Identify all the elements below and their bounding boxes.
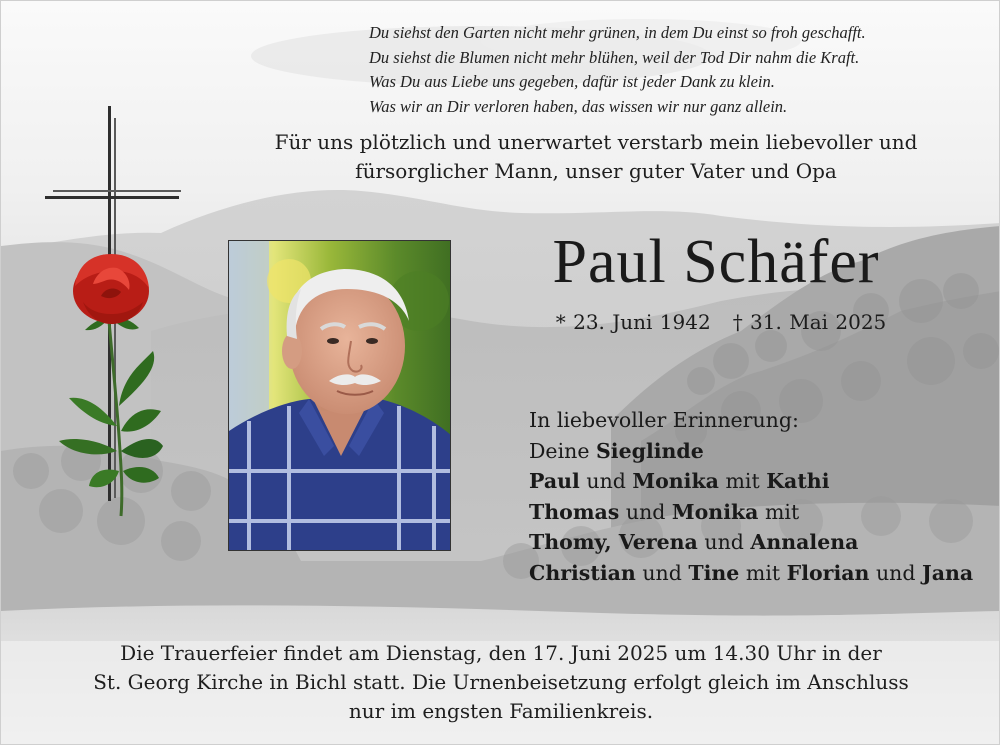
death-date: † 31. Mai 2025 xyxy=(732,310,887,334)
family-heading: In liebevoller Erinnerung: xyxy=(529,408,799,432)
family-member-name: Monika xyxy=(632,469,719,493)
poem-line: Was wir an Dir verloren haben, das wissen wir nur ganz allein. xyxy=(369,96,788,116)
intro-line: fürsorglicher Mann, unser guter Vater und Opa xyxy=(355,159,837,183)
birth-date: * 23. Juni 1942 xyxy=(555,310,711,334)
family-text: und xyxy=(697,530,751,554)
family-member-name: Kathi xyxy=(766,469,830,493)
family-text: und xyxy=(579,469,633,493)
family-member-name: Jana xyxy=(922,560,974,585)
family-line xyxy=(529,436,989,467)
family-text: und xyxy=(635,560,689,585)
family-member-name: Monika xyxy=(671,499,759,524)
memorial-poem xyxy=(369,21,969,119)
announcement-intro xyxy=(231,128,961,186)
family-member-name: Tine xyxy=(688,560,740,585)
family-text: und xyxy=(869,560,922,585)
portrait-photo xyxy=(228,240,451,551)
family-line xyxy=(529,466,989,497)
poem-line: Was Du aus Liebe uns gegeben, dafür ist jeder Dank zu klein. xyxy=(369,72,775,91)
footer-line: Die Trauerfeier findet am Dienstag, den 17. Juni 2025 um 14.30 Uhr in der xyxy=(120,641,882,665)
footer-line: nur im engsten Familienkreis. xyxy=(348,699,654,723)
funeral-details xyxy=(61,639,941,726)
family-text: mit xyxy=(758,499,800,524)
family-member-name: Annalena xyxy=(750,530,859,554)
poem-line: Du siehst die Blumen nicht mehr blühen, weil der Tod Dir nahm die Kraft. xyxy=(369,47,860,67)
family-line xyxy=(529,527,989,558)
footer-line: St. Georg Kirche in Bichl statt. Die Urnenbeisetzung erfolgt gleich im Anschluss xyxy=(93,670,909,694)
poem-line: Du siehst den Garten nicht mehr grünen, in dem Du einst so froh geschafft. xyxy=(369,23,866,42)
cross-icon xyxy=(31,106,191,526)
family-text: und xyxy=(619,499,672,524)
family-text: Deine xyxy=(529,438,596,463)
family-member-name: Sieglinde xyxy=(595,438,704,463)
family-mourners xyxy=(529,405,989,588)
intro-line: Für uns plötzlich und unerwartet verstarb mein liebevoller und xyxy=(274,130,918,154)
family-member-name: Christian xyxy=(529,560,636,585)
family-line xyxy=(529,497,989,528)
family-member-name: Florian xyxy=(786,560,870,585)
family-text: mit xyxy=(718,469,767,493)
family-member-name: Paul xyxy=(529,469,580,493)
family-member-name: Thomy, Verena xyxy=(529,530,698,554)
family-line xyxy=(529,558,989,589)
deceased-name: Paul Schäfer xyxy=(552,228,880,296)
family-text: mit xyxy=(739,560,787,585)
life-dates xyxy=(541,308,901,336)
family-member-name: Thomas xyxy=(529,499,620,524)
